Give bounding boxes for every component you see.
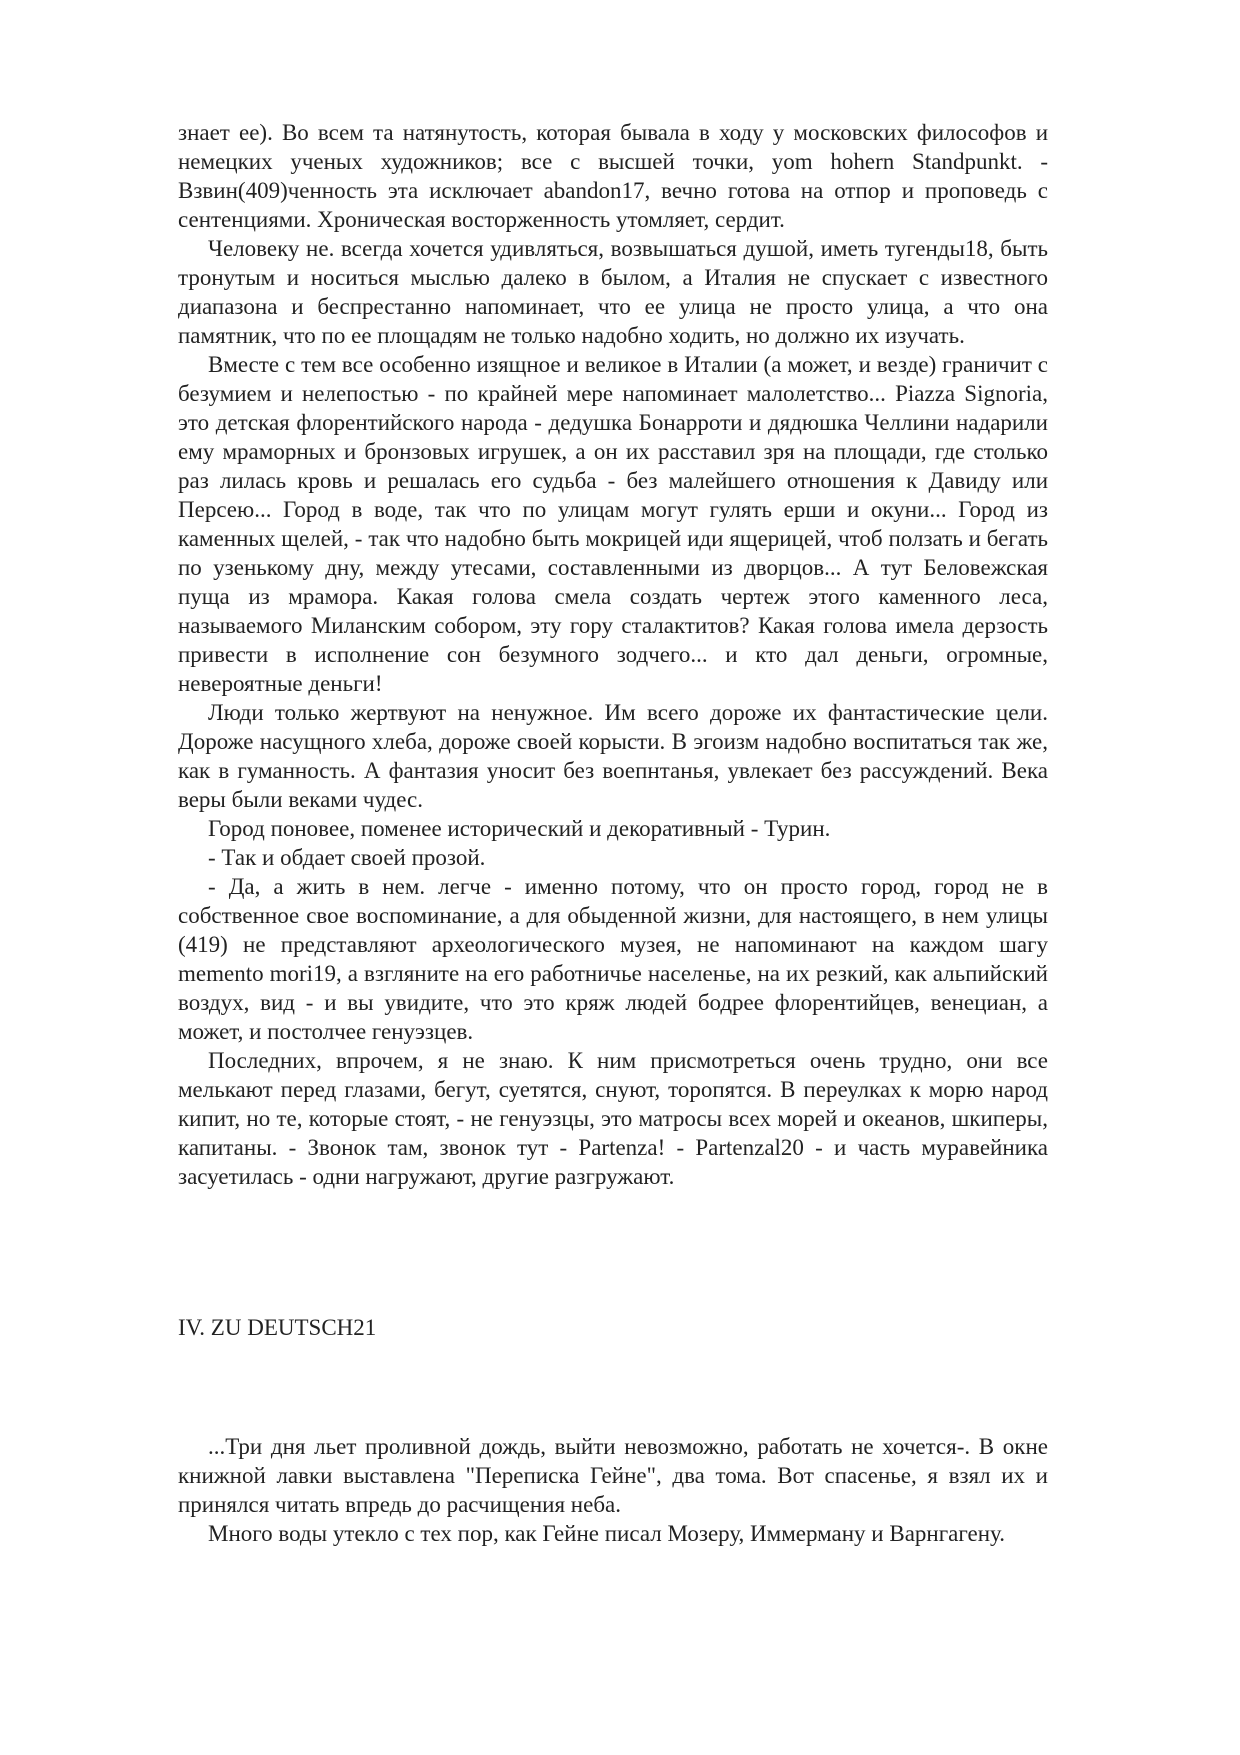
paragraph: ...Три дня льет проливной дождь, выйти невозможно, работать не хочется-. В окне книжной лавки выставлена "Переписка Гейне", два тома. Вот спасенье, я взял их и принялся читать впредь до расчищения неба. <box>178 1434 1048 1517</box>
text-block-part2 <box>178 1432 1048 1548</box>
paragraph: знает ее). Во всем та натянутость, которая бывала в ходу у московских философов и немецких ученых художников; все с высшей точки, yom hohern Standpunkt. - Взвин(409)ченность эта исключает abandon17, вечно готова на отпор и проповедь с сентенциями. Хроническая восторженность утомляет, сердит. <box>178 120 1048 232</box>
text-block-part1 <box>178 118 1048 1191</box>
paragraph: Люди только жертвуют на ненужное. Им всего дороже их фантастические цели. Дороже насущного хлеба, дороже своей корысти. В эгоизм надобно воспитаться так же, как в гуманность. А фантазия уносит без воепнтанья, увлекает без рассуждений. Века веры были веками чудес. <box>178 700 1048 812</box>
paragraph: - Да, а жить в нем. легче - именно потому, что он просто город, город не в собственное свое воспоминание, а для обыденной жизни, для настоящего, в нем улицы (419) не представляют археологического музея, не напоминают на каждом шагу memento mori19, а взгляните на его работничье населенье, на их резкий, как альпийский воздух, вид - и вы увидите, что это кряж людей бодрее флорентийцев, венециан, а может, и постолчее генуэзцев. <box>178 874 1048 1044</box>
paragraph: Человеку не. всегда хочется удивляться, возвышаться душой, иметь тугенды18, быть тронутым и носиться мыслью далеко в былом, а Италия не спускает с известного диапазона и беспрестанно напоминает, что ее улица не просто улица, а что она памятник, что по ее площадям не только надобно ходить, но должно их изучать. <box>178 236 1048 348</box>
paragraph: Вместе с тем все особенно изящное и великое в Италии (а может, и везде) граничит с безумием и нелепостью - по крайней мере напоминает малолетство... Piazza Signoria, это детская флорентийского народа - дедушка Бонарроти и дядюшка Челлини надарили ему мраморных и бронзовых игрушек, а он их расставил зря на площади, где столько раз лилась кровь и решалась его судьба - без малейшего отношения к Давиду или Персею... Город в воде, так что по улицам могут гулять ерши и окуни... Город из каменных щелей, - так что надобно быть мокрицей иди ящерицей, чтоб ползать и бегать по узенькому дну, между утесами, составленными из дворцов... А тут Беловежская пуща из мрамора. Какая голова смела создать чертеж этого каменного леса, называемого Миланским собором, эту гору сталактитов? Какая голова имела дерзость привести в исполнение сон безумного зодчего... и кто дал деньги, огромные, невероятные деньги! <box>178 352 1048 696</box>
paragraph: Много воды утекло с тех пор, как Гейне писал Мозеру, Иммерману и Варнгагену. <box>208 1521 1005 1546</box>
paragraph: Последних, впрочем, я не знаю. К ним присмотреться очень трудно, они все мелькают перед глазами, бегут, суетятся, снуют, торопятся. В переулках к морю народ кипит, но те, которые стоят, - не генуэзцы, это матросы всех морей и океанов, шкиперы, капитаны. - Звонок там, звонок тут - Partenza! - Partenzal20 - и часть муравейника засуетилась - одни нагружают, другие разгружают. <box>178 1048 1048 1189</box>
paragraph: - Так и обдает своей прозой. <box>208 845 486 870</box>
paragraph: Город поновее, поменее исторический и декоративный - Турин. <box>208 816 831 841</box>
section-heading: IV. ZU DEUTSCH21 <box>178 1315 377 1340</box>
